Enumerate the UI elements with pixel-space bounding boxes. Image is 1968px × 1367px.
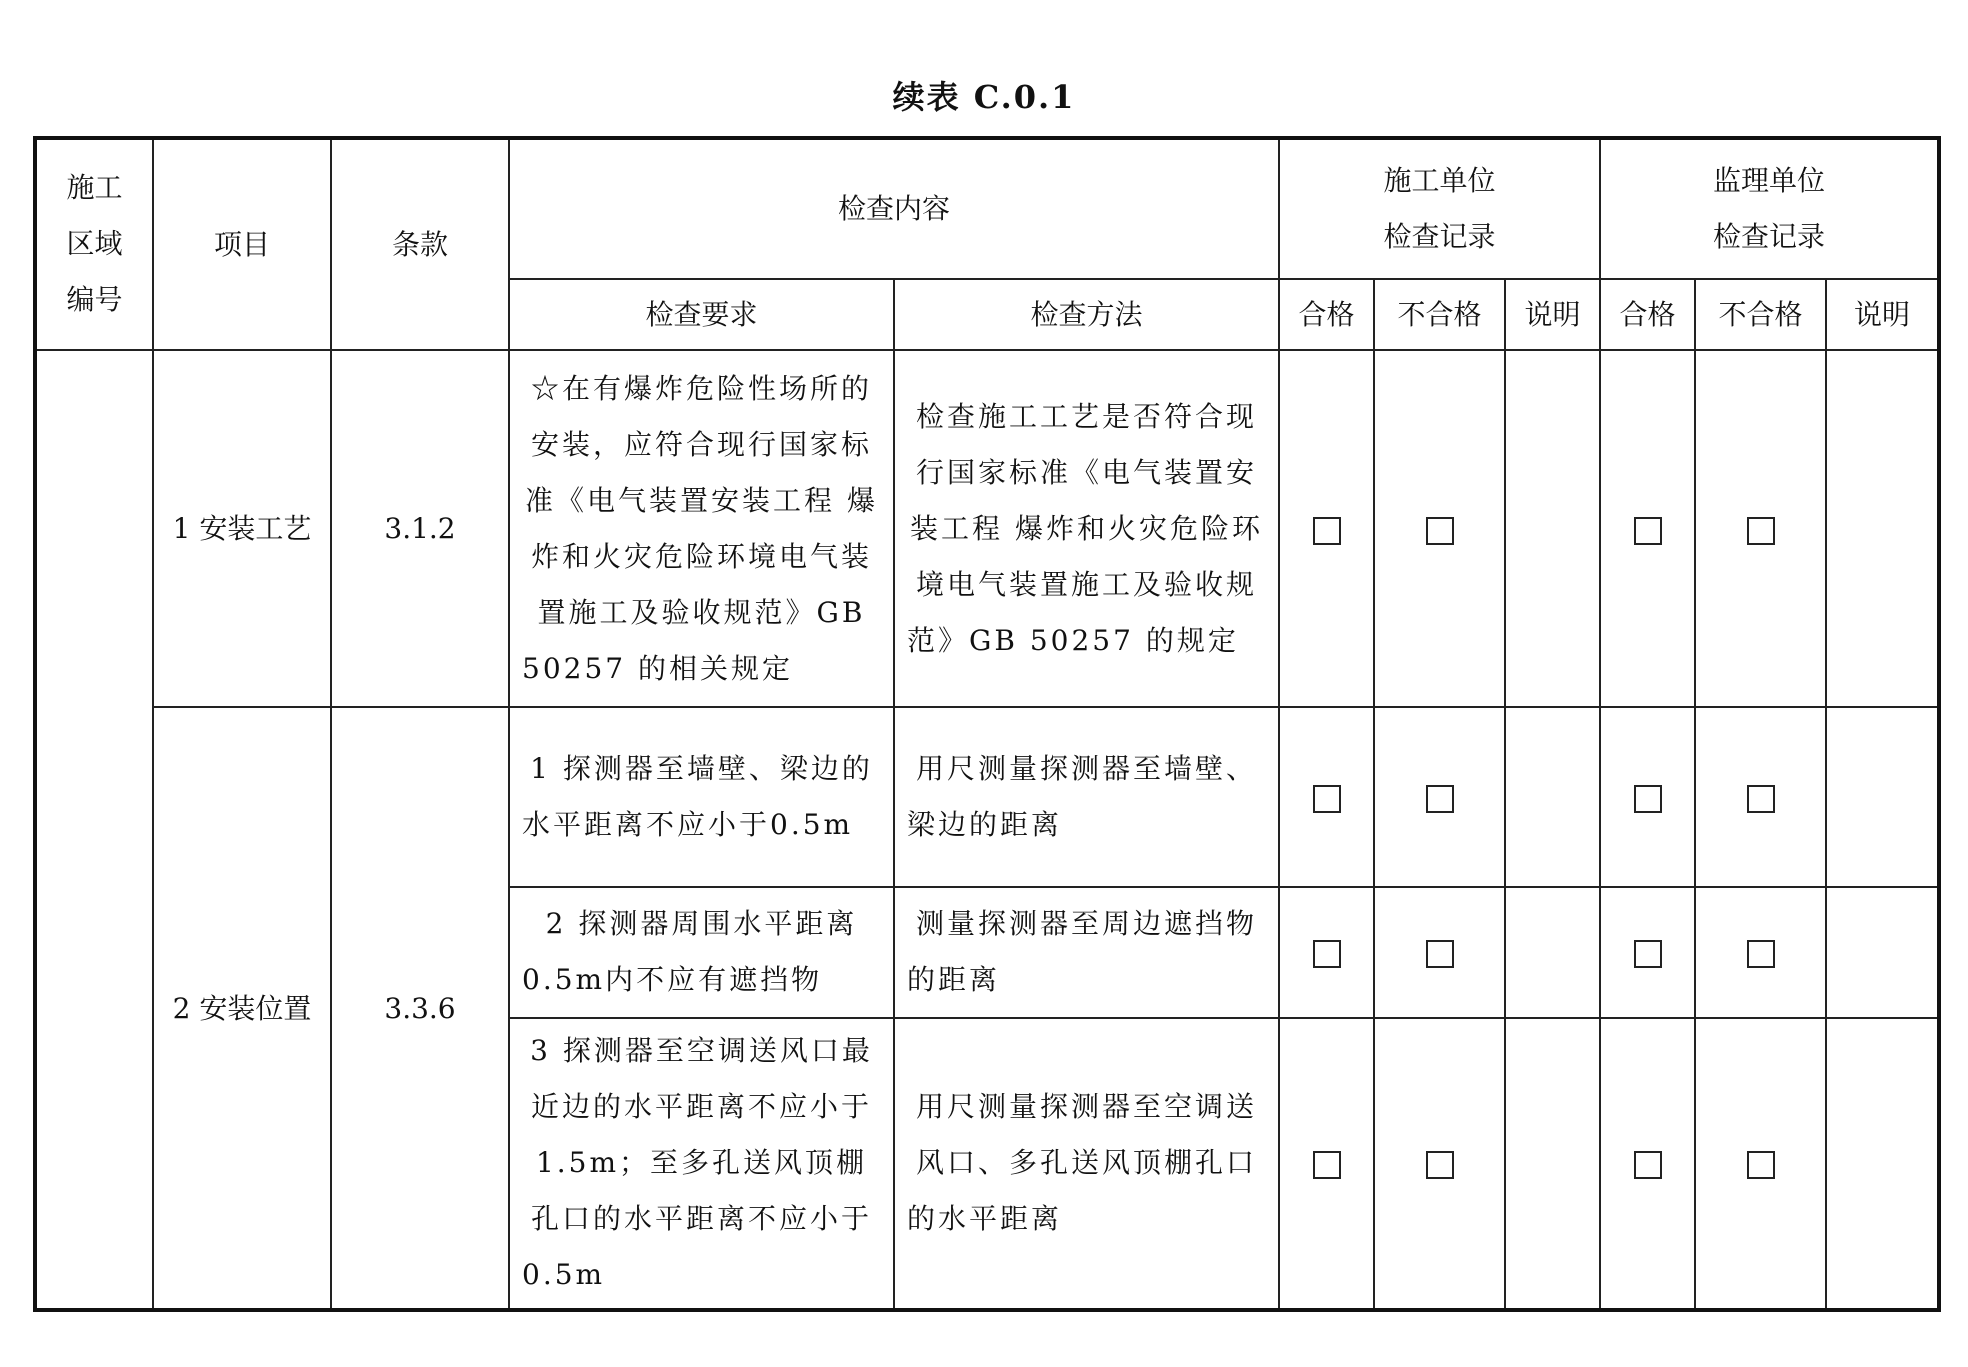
supervisor-fail-cell [1695,1018,1826,1310]
contractor-pass-checkbox[interactable] [1313,785,1341,813]
supervisor-fail-checkbox[interactable] [1747,940,1775,968]
supervisor-pass-checkbox[interactable] [1634,1151,1662,1179]
clause-cell: 3.1.2 [331,350,509,708]
supervisor-note-cell[interactable] [1826,707,1939,887]
supervisor-note-cell[interactable] [1826,350,1939,708]
supervisor-note-cell[interactable] [1826,887,1939,1018]
item-cell: 2 安装位置 [153,707,331,1310]
method-cell: 测量探测器至周边遮挡物的距离 [894,887,1279,1018]
requirement-cell: ☆在有爆炸危险性场所的安装，应符合现行国家标准《电气装置安装工程 爆炸和火灾危险环境电气装置施工及验收规范》GB 50257 的相关规定 [509,350,894,708]
supervisor-pass-checkbox[interactable] [1634,517,1662,545]
contractor-fail-checkbox[interactable] [1426,785,1454,813]
contractor-pass-checkbox[interactable] [1313,1151,1341,1179]
supervisor-pass-checkbox[interactable] [1634,785,1662,813]
header-supervisor-record: 监理单位 检查记录 [1600,138,1939,279]
requirement-cell: 3 探测器至空调送风口最近边的水平距离不应小于1.5m；至多孔送风顶棚孔口的水平距离不应小于0.5m [509,1018,894,1310]
contractor-pass-checkbox[interactable] [1313,517,1341,545]
supervisor-pass-cell [1600,1018,1695,1310]
header-area-code: 施工 区域 编号 [35,138,153,350]
contractor-fail-cell [1374,707,1505,887]
header-supervisor-fail: 不合格 [1695,279,1826,350]
contractor-fail-checkbox[interactable] [1426,1151,1454,1179]
supervisor-fail-checkbox[interactable] [1747,785,1775,813]
requirement-cell: 2 探测器周围水平距离0.5m内不应有遮挡物 [509,887,894,1018]
contractor-note-cell[interactable] [1505,887,1600,1018]
table-row [35,707,1939,887]
header-method: 检查方法 [894,279,1279,350]
clause-cell: 3.3.6 [331,707,509,1310]
header-row-1 [35,138,1939,279]
inspection-table [33,136,1941,1312]
header-content: 检查内容 [509,138,1279,279]
header-requirement: 检查要求 [509,279,894,350]
method-cell: 用尺测量探测器至空调送风口、多孔送风顶棚孔口的水平距离 [894,1018,1279,1310]
contractor-fail-cell [1374,887,1505,1018]
header-contractor-fail: 不合格 [1374,279,1505,350]
contractor-pass-cell [1279,707,1374,887]
contractor-note-cell[interactable] [1505,707,1600,887]
contractor-pass-cell [1279,350,1374,708]
supervisor-pass-cell [1600,887,1695,1018]
supervisor-fail-cell [1695,350,1826,708]
item-cell: 1 安装工艺 [153,350,331,708]
table-caption: 续表 C.0.1 [892,78,1076,116]
supervisor-fail-checkbox[interactable] [1747,1151,1775,1179]
header-contractor-pass: 合格 [1279,279,1374,350]
contractor-pass-cell [1279,887,1374,1018]
method-cell: 检查施工工艺是否符合现行国家标准《电气装置安装工程 爆炸和火灾危险环境电气装置施工及验收规范》GB 50257 的规定 [894,350,1279,708]
supervisor-pass-cell [1600,707,1695,887]
area-code-cell [35,350,153,1310]
supervisor-note-cell[interactable] [1826,1018,1939,1310]
header-supervisor-pass: 合格 [1600,279,1695,350]
contractor-fail-cell [1374,350,1505,708]
requirement-cell: 1 探测器至墙壁、梁边的水平距离不应小于0.5m [509,707,894,887]
header-contractor-record: 施工单位 检查记录 [1279,138,1600,279]
supervisor-pass-cell [1600,350,1695,708]
supervisor-pass-checkbox[interactable] [1634,940,1662,968]
header-contractor-note: 说明 [1505,279,1600,350]
supervisor-fail-checkbox[interactable] [1747,517,1775,545]
contractor-pass-checkbox[interactable] [1313,940,1341,968]
header-clause: 条款 [331,138,509,350]
contractor-fail-checkbox[interactable] [1426,940,1454,968]
contractor-note-cell[interactable] [1505,1018,1600,1310]
contractor-note-cell[interactable] [1505,350,1600,708]
header-supervisor-note: 说明 [1826,279,1939,350]
supervisor-fail-cell [1695,707,1826,887]
table-row [35,350,1939,708]
contractor-fail-checkbox[interactable] [1426,517,1454,545]
supervisor-fail-cell [1695,887,1826,1018]
contractor-pass-cell [1279,1018,1374,1310]
header-item: 项目 [153,138,331,350]
contractor-fail-cell [1374,1018,1505,1310]
method-cell: 用尺测量探测器至墙壁、梁边的距离 [894,707,1279,887]
